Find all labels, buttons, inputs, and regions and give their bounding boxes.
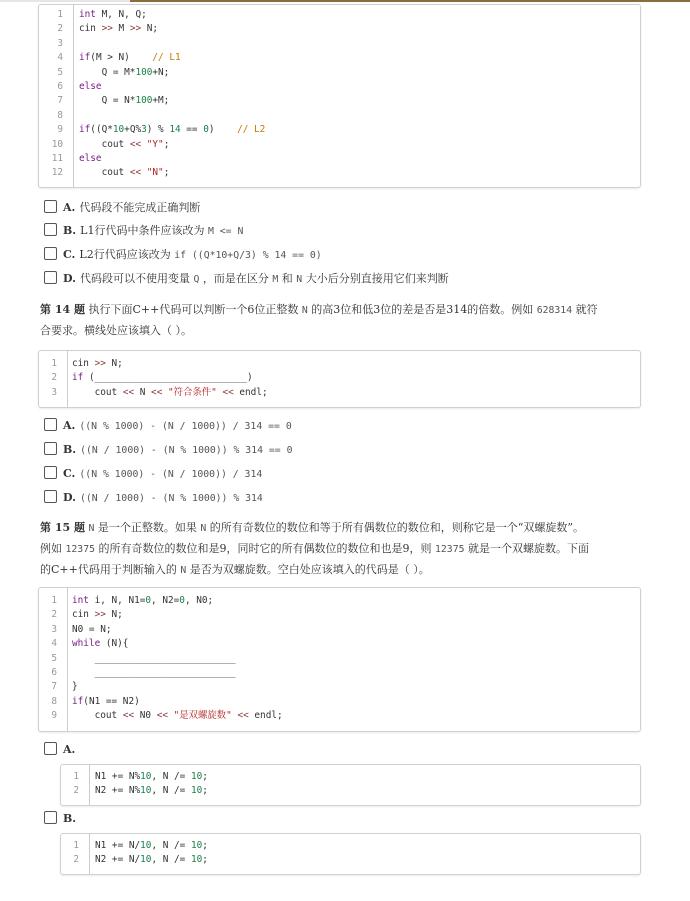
text-run: 和 [278, 272, 297, 285]
code-token: << [122, 710, 135, 722]
option-label: A. [63, 201, 76, 214]
inline-code: N [296, 274, 303, 285]
code-line [79, 94, 169, 108]
code-token: >> [129, 23, 142, 35]
inline-code: ((N / 1000) - (N % 1000)) % 314 == 0 [80, 445, 293, 456]
code-token: 10 [190, 785, 203, 797]
code-line [72, 608, 123, 622]
option-checkbox[interactable] [44, 418, 57, 431]
text-run: 的C++代码用于判断输入的 [40, 563, 181, 576]
code-token: } [72, 681, 78, 693]
option-label: A. [63, 419, 76, 432]
code-line [95, 784, 208, 798]
text-run: L2行代码应该改为 [79, 248, 175, 261]
code-token: N; [105, 609, 123, 621]
inline-code: M <= N [207, 226, 244, 237]
code-line [79, 138, 169, 152]
code-token: >> [94, 609, 106, 621]
option-label: C. [63, 248, 76, 261]
code-token: N; [105, 358, 123, 369]
text-run: 例如 [40, 542, 66, 555]
text-run: 就符 [572, 303, 598, 316]
code-token: "符合条件" [168, 386, 217, 398]
line-number: 2 [73, 854, 79, 866]
code-line [79, 51, 181, 65]
question-14-text [40, 300, 640, 341]
code-token: N2 += N/ [95, 854, 141, 866]
code-token: << [129, 138, 142, 150]
text-run: 就是一个双螺旋数。下面 [464, 542, 589, 555]
code-block-q14 [38, 350, 641, 408]
line-number: 10 [51, 138, 63, 150]
inline-code: ((N % 1000) - (N / 1000)) / 314 [79, 469, 263, 480]
option-checkbox[interactable] [44, 466, 57, 479]
line-number: 2 [51, 372, 57, 384]
code-token: // L1 [152, 52, 181, 64]
code-token: 0 [145, 595, 152, 606]
code-token: 0 [203, 124, 209, 136]
code-token: if [79, 124, 91, 136]
code-token: cout [72, 386, 123, 398]
code-token: << [151, 386, 163, 398]
code-line [79, 22, 158, 36]
code-token: cout [79, 167, 130, 179]
code-token: 3 [141, 124, 147, 136]
code-token: _________________________ [72, 652, 236, 664]
line-number: 1 [57, 9, 63, 20]
option-label: D. [63, 272, 76, 285]
q14-option-d[interactable] [44, 489, 263, 507]
code-token: 10 [190, 771, 203, 782]
text-run: ，而是在区分 [199, 272, 273, 285]
code-token: << [222, 386, 234, 398]
line-number: 8 [57, 109, 63, 121]
line-number: 2 [57, 23, 63, 35]
option-checkbox[interactable] [44, 442, 57, 455]
q13-option-b[interactable] [44, 222, 243, 240]
option-label: B. [63, 224, 77, 237]
q15-option-a-checkbox[interactable] [44, 742, 57, 755]
question-15-number: 第 15 题 [40, 521, 85, 534]
code-token: N1 += N/ [95, 840, 141, 851]
code-token: N; [141, 23, 159, 35]
inline-code: if ((Q*10+Q/3) % 14 == 0) [174, 250, 322, 261]
line-number: 7 [51, 681, 57, 693]
code-token: == [180, 124, 204, 136]
code-token: , N2= [151, 595, 180, 606]
text-run: 大小后分别直接用它们来判断 [302, 272, 449, 285]
code-token: Q = N* [79, 95, 136, 107]
code-token: N1 += N% [95, 771, 141, 782]
code-line [79, 152, 102, 166]
code-block-option-a [60, 764, 641, 806]
q13-option-c[interactable] [44, 246, 322, 264]
q15-option-a[interactable]: A. [44, 741, 79, 759]
line-number: 8 [51, 695, 57, 707]
option-label: B. [63, 443, 77, 456]
code-token: +M; [152, 95, 170, 107]
code-token: (N){ [100, 638, 129, 650]
text-run: L1行代码中条件应该改为 [80, 224, 208, 237]
code-token: , N /= [151, 785, 191, 797]
line-number: 4 [57, 52, 63, 64]
code-token: 10 [140, 785, 152, 797]
option-label: C. [63, 467, 76, 480]
line-number: 1 [73, 840, 79, 851]
code-line [72, 709, 283, 723]
code-block-option-b [60, 833, 641, 875]
code-token: if [79, 52, 91, 64]
code-token: ; [202, 854, 208, 866]
code-token: 14 [169, 124, 181, 136]
inline-code: 12375 [435, 544, 465, 555]
inline-code: N [180, 565, 187, 576]
code-line [72, 623, 112, 637]
code-token: cout [79, 138, 130, 150]
line-number: 5 [51, 652, 57, 664]
line-number: 6 [57, 81, 63, 92]
code-line [95, 853, 208, 867]
code-token: << [156, 710, 168, 722]
question-14-number: 第 14 题 [40, 303, 85, 316]
code-token: cin [79, 23, 102, 35]
line-number: 3 [51, 623, 57, 635]
line-number: 2 [73, 785, 79, 797]
code-token: ((Q* [90, 124, 113, 136]
code-token: ; [202, 771, 208, 782]
code-token: ) % [146, 124, 170, 136]
code-line [79, 66, 169, 80]
code-token: 100 [135, 66, 153, 78]
code-token: cin [72, 609, 95, 621]
question-14-line2: 合要求。横线处应该填入（ ）。 [40, 324, 192, 337]
code-token: if [72, 695, 84, 707]
inline-code: ((N % 1000) - (N / 1000)) / 314 == 0 [79, 421, 292, 432]
code-token: 10 [140, 771, 152, 782]
code-token: , N0; [184, 595, 214, 606]
code-token: +N; [152, 66, 170, 78]
line-number: 1 [51, 358, 57, 369]
code-token: else [79, 81, 102, 92]
code-line [95, 839, 208, 853]
inline-code: N [88, 523, 95, 534]
code-token: N0 = N; [72, 623, 112, 635]
line-number: 11 [51, 153, 63, 164]
code-token: i, N, N1= [88, 595, 146, 606]
code-token: , N /= [151, 854, 191, 866]
code-token: >> [94, 358, 106, 369]
inline-code: 628314 [536, 305, 573, 316]
code-token: >> [101, 23, 113, 35]
code-token: 10 [190, 854, 203, 866]
code-token: "Y" [146, 138, 164, 150]
code-token: endl; [233, 386, 268, 398]
q14-option-c[interactable] [44, 465, 262, 483]
code-token: // L2 [237, 124, 266, 136]
inline-code: M [272, 274, 279, 285]
option-checkbox[interactable] [44, 223, 57, 236]
code-line [72, 680, 78, 694]
code-token: Q = M* [79, 66, 136, 78]
code-token: , N /= [151, 771, 191, 782]
code-token: ; [202, 785, 208, 797]
code-line [72, 594, 213, 608]
line-number: 5 [57, 66, 63, 78]
code-token: cout [72, 710, 123, 722]
code-token: N [134, 386, 152, 398]
code-line [79, 8, 147, 22]
top-border [0, 0, 690, 2]
code-line [79, 80, 102, 94]
line-number: 1 [51, 595, 57, 606]
code-token: << [122, 386, 135, 398]
code-block-q15 [38, 587, 641, 732]
text-run: 是一个正整数。如果 [94, 521, 201, 534]
code-line [72, 695, 140, 709]
code-token: if [72, 372, 84, 384]
q14-option-a[interactable] [44, 417, 292, 435]
q15-option-b[interactable]: B. [44, 810, 80, 828]
inline-code: Q [193, 274, 200, 285]
q13-option-d[interactable] [44, 270, 449, 288]
code-line [72, 637, 128, 651]
option-label: D. [63, 491, 76, 504]
code-token: N2 += N% [95, 785, 141, 797]
code-token: 10 [112, 124, 125, 136]
code-token: +Q% [124, 124, 142, 136]
code-token: _________________________ [72, 667, 236, 678]
line-number: 7 [57, 95, 63, 107]
code-token: while [72, 638, 101, 650]
line-number: 3 [51, 386, 57, 398]
inline-code: ((N / 1000) - (N % 1000)) % 314 [79, 493, 263, 504]
code-line [79, 166, 169, 180]
code-token: 100 [135, 95, 153, 107]
option-checkbox[interactable] [44, 200, 57, 213]
inline-code: 12375 [65, 544, 95, 555]
code-token: "是双螺旋数" [173, 710, 232, 722]
code-token: (___________________________) [83, 372, 253, 384]
code-token: int [72, 595, 89, 606]
inline-code: N [301, 305, 308, 316]
code-token: N0 [134, 710, 157, 722]
line-number: 9 [57, 124, 63, 136]
text-run: 的所有奇数位的数位和是9，同时它的所有偶数位的数位和也是9，则 [95, 542, 435, 555]
text-run: 代码段可以不使用变量 [79, 272, 194, 285]
q14-option-b[interactable] [44, 441, 292, 459]
code-line [72, 652, 236, 666]
code-token: ; [163, 167, 170, 179]
line-number: 3 [57, 37, 63, 49]
code-token: endl; [248, 710, 283, 722]
code-token: << [129, 167, 142, 179]
code-line [95, 770, 208, 784]
line-number: 9 [51, 710, 57, 722]
code-token: M, N, Q; [95, 9, 147, 20]
code-token: 0 [179, 595, 185, 606]
code-token: 10 [140, 840, 152, 851]
text-run: 的高3位和低3位的差是否是314的倍数。例如 [307, 303, 537, 316]
code-token: 10 [190, 840, 203, 851]
q15-option-b-checkbox[interactable] [44, 811, 57, 824]
code-token: , N /= [151, 840, 191, 851]
code-token: << [237, 710, 249, 722]
option-checkbox[interactable] [44, 271, 57, 284]
line-number: 1 [73, 771, 79, 782]
code-token: else [79, 153, 102, 164]
text-run: 的所有奇数位的数位和等于所有偶数位的数位和，则称它是一个“双螺旋数”。 [206, 521, 585, 534]
q13-option-a[interactable] [44, 199, 200, 217]
option-checkbox[interactable] [44, 490, 57, 503]
code-token: M [112, 23, 130, 35]
code-token: (M > N) [90, 52, 153, 64]
code-token: int [79, 9, 96, 20]
line-number: 6 [51, 667, 57, 678]
text-run: 代码段不能完成正确判断 [79, 201, 201, 214]
code-token: ) [208, 124, 238, 136]
code-token: 10 [140, 854, 152, 866]
code-line [79, 123, 265, 137]
line-number: 12 [51, 167, 63, 179]
option-checkbox[interactable] [44, 247, 57, 260]
code-token: (N1 == N2) [83, 695, 140, 707]
text-run: 是否为双螺旋数。空白处应该填入的代码是（ ）。 [186, 563, 430, 576]
text-run: 执行下面C++代码可以判断一个6位正整数 [84, 303, 302, 316]
code-line [72, 386, 268, 400]
code-line [72, 371, 253, 385]
inline-code: N [200, 523, 207, 534]
line-number: 2 [51, 609, 57, 621]
code-block-q13 [38, 4, 641, 188]
code-token: "N" [146, 167, 164, 179]
question-15-text [40, 518, 640, 581]
line-number: 4 [51, 638, 57, 650]
code-line [72, 357, 123, 371]
code-token: cin [72, 358, 95, 369]
code-token: ; [163, 138, 170, 150]
code-line [72, 666, 236, 680]
code-token: ; [202, 840, 208, 851]
